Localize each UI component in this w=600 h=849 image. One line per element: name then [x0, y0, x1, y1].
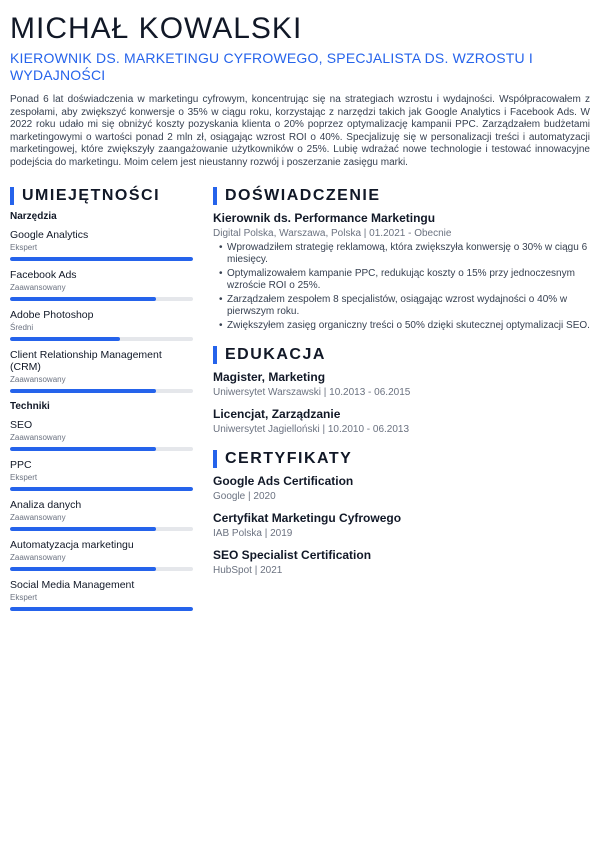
job-bullets — [213, 242, 590, 332]
skill-bar — [10, 527, 193, 531]
skill-item — [10, 349, 193, 393]
certificate-title: Google Ads Certification — [213, 474, 354, 488]
skill-level: Ekspert — [10, 243, 38, 252]
skill-item — [10, 229, 193, 261]
skill-level: Zaawansowany — [10, 433, 66, 442]
two-column-layout — [10, 187, 590, 619]
experience-section — [213, 187, 590, 332]
profile-summary: Ponad 6 lat doświadczenia w marketingu cyfrowym, koncentrując się na strategiach wzrostu i wydajności. Współpracowałem z zespołami, aby zwiększyć konwersje o 35% w ciągu roku, korzystając z narzędzi takich jak Google Analytics i Facebook Ads. W 2022 roku udało mi się obniżyć koszty pozyskania klienta o 20% poprzez optymalizację kampanii PPC. Zarządzałem budżetami marketingowymi o wartości ponad 2 mln zł, osiągając wzrost ROI o 40%. Specjalizuję się w personalizacji treści i automatyzacji marketingowej, które zwiększyły zaangażowanie użytkowników o 25%. Lubię wdrażać nowe technologie i testować innowacyjne podejścia do marketingu. Moim celem jest nieustanny rozwój i poszerzanie zasięgu marki. — [10, 94, 590, 168]
job-bullet: • Optymalizowałem kampanie PPC, redukując koszty o 15% przy jednoczesnym wzroście ROI o 25%. — [221, 268, 590, 292]
skill-level: Ekspert — [10, 473, 38, 482]
skill-bar-fill — [10, 527, 156, 531]
skill-bar — [10, 447, 193, 451]
job-bullet: • Zarządzałem zespołem 8 specjalistów, osiągając wzrost wydajności o 40% w pierwszym roku. — [221, 294, 590, 318]
skill-item — [10, 539, 193, 571]
certificate-title: SEO Specialist Certification — [213, 548, 372, 562]
skill-bar-fill — [10, 447, 156, 451]
skill-item — [10, 499, 193, 531]
education-heading: EDUKACJA — [213, 346, 590, 364]
certificate-entry — [213, 474, 590, 503]
skill-level: Ekspert — [10, 593, 38, 602]
education-entry — [213, 370, 590, 399]
skill-item — [10, 419, 193, 451]
certificates-section — [213, 450, 590, 577]
education-entry — [213, 407, 590, 436]
certificates-heading: CERTYFIKATY — [213, 450, 590, 468]
skill-level: Zaawansowany — [10, 553, 66, 562]
skills-column — [10, 187, 193, 619]
skill-group-label: Narzędzia — [10, 211, 57, 222]
skill-name: Automatyzacja marketingu — [10, 539, 134, 551]
job-title: Kierownik ds. Performance Marketingu — [213, 211, 436, 225]
candidate-name: MICHAŁ KOWALSKI — [10, 12, 303, 45]
skill-bar — [10, 257, 193, 261]
skills-heading: UMIEJĘTNOŚCI — [10, 187, 193, 205]
skill-bar-fill — [10, 257, 193, 261]
skill-bar — [10, 389, 193, 393]
skill-bar — [10, 337, 193, 341]
job-meta: Digital Polska, Warszawa, Polska | 01.2021 - Obecnie — [213, 228, 452, 239]
certificate-meta: Google | 2020 — [213, 491, 276, 502]
skill-group-label: Techniki — [10, 401, 50, 412]
skill-name: Adobe Photoshop — [10, 309, 94, 321]
skill-bar-fill — [10, 337, 120, 341]
skill-name: Client Relationship Management (CRM) — [10, 349, 162, 373]
certificate-meta: HubSpot | 2021 — [213, 565, 283, 576]
skill-bar — [10, 607, 193, 611]
skill-item — [10, 459, 193, 491]
job-entry — [213, 211, 590, 332]
skill-level: Średni — [10, 323, 34, 332]
skill-bar-fill — [10, 389, 156, 393]
degree-title: Licencjat, Zarządzanie — [213, 407, 341, 421]
experience-heading: DOŚWIADCZENIE — [213, 187, 590, 205]
skill-name: PPC — [10, 459, 32, 471]
skill-item — [10, 579, 193, 611]
skill-name: Google Analytics — [10, 229, 89, 241]
skill-bar — [10, 487, 193, 491]
skill-item — [10, 309, 193, 341]
skill-item — [10, 269, 193, 301]
candidate-title: KIEROWNIK DS. MARKETINGU CYFROWEGO, SPECJALISTA DS. WZROSTU I WYDAJNOŚCI — [10, 50, 533, 83]
certificate-entry — [213, 511, 590, 540]
certificate-title: Certyfikat Marketingu Cyfrowego — [213, 511, 402, 525]
certificate-meta: IAB Polska | 2019 — [213, 528, 293, 539]
skill-bar — [10, 567, 193, 571]
skill-group-techniques — [10, 401, 193, 611]
job-bullet: • Zwiększyłem zasięg organiczny treści o 50% dzięki skutecznej optymalizacji SEO. — [221, 320, 590, 332]
skill-level: Zaawansowany — [10, 375, 66, 384]
skill-name: Facebook Ads — [10, 269, 77, 281]
skill-level: Zaawansowany — [10, 513, 66, 522]
skill-bar-fill — [10, 487, 193, 491]
skill-group-tools — [10, 211, 193, 393]
skill-bar-fill — [10, 607, 193, 611]
skill-bar-fill — [10, 297, 156, 301]
education-section — [213, 346, 590, 436]
skill-name: Analiza danych — [10, 499, 82, 511]
skill-level: Zaawansowany — [10, 283, 66, 292]
skill-bar-fill — [10, 567, 156, 571]
job-bullet: • Wprowadziłem strategię reklamową, która zwiększyła konwersję o 30% w ciągu 6 miesięcy. — [221, 242, 590, 266]
skill-bar — [10, 297, 193, 301]
certificate-entry — [213, 548, 590, 577]
skill-name: Social Media Management — [10, 579, 135, 591]
degree-meta: Uniwersytet Jagielloński | 10.2010 - 06.2013 — [213, 424, 410, 435]
skill-name: SEO — [10, 419, 33, 431]
degree-meta: Uniwersytet Warszawski | 10.2013 - 06.2015 — [213, 387, 411, 398]
main-column — [213, 187, 590, 619]
degree-title: Magister, Marketing — [213, 370, 326, 384]
